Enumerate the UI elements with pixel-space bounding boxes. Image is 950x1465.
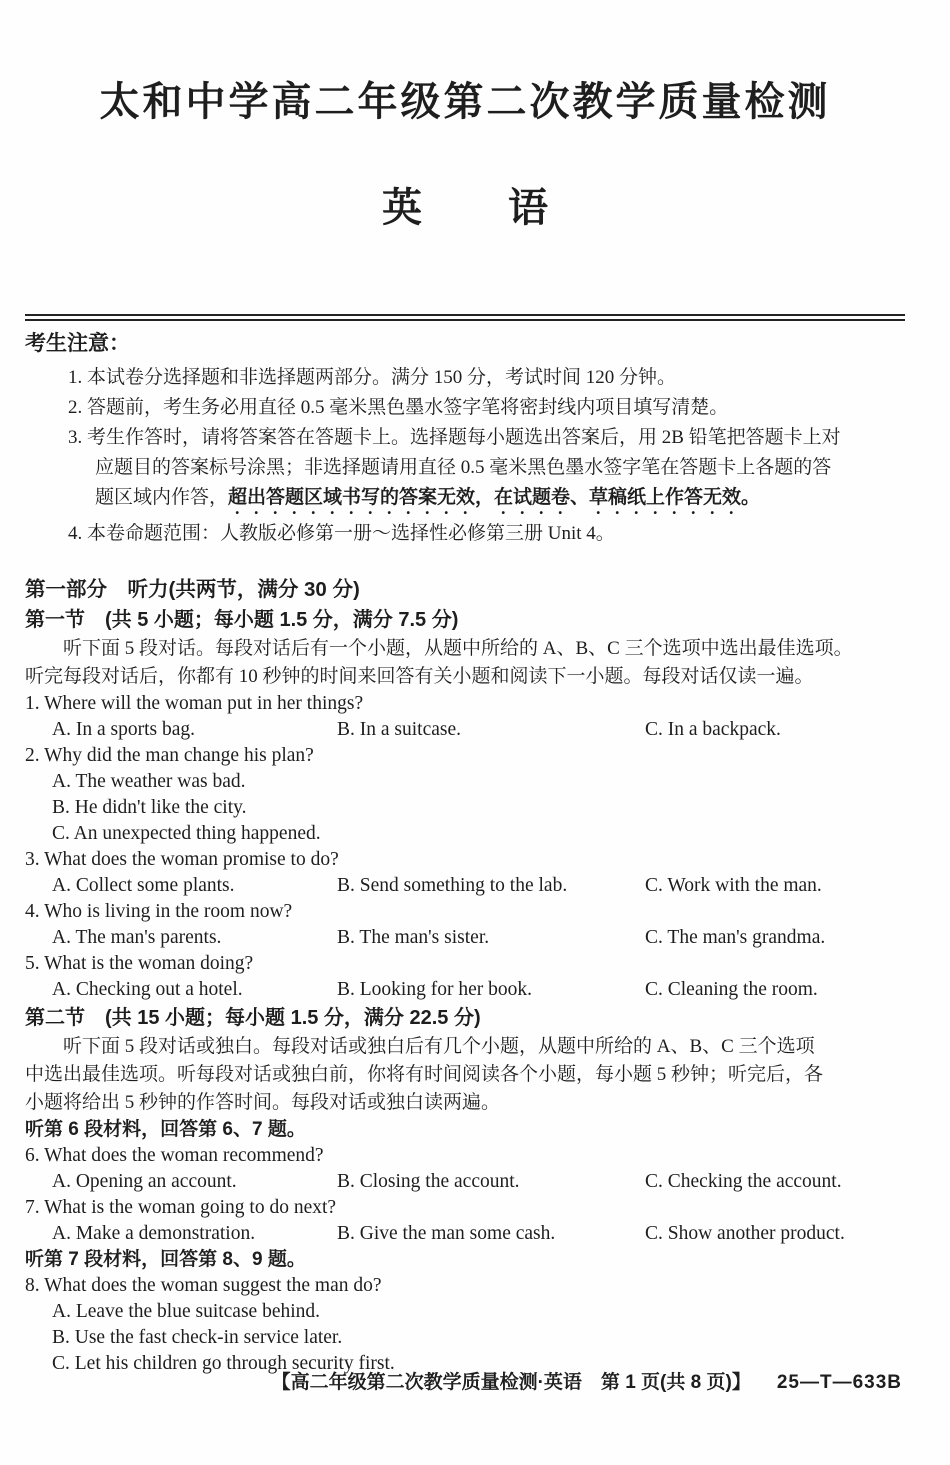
notice-list	[25, 363, 905, 549]
question-number: 3.	[25, 849, 40, 870]
footer-exam-code: 25—T—633B	[776, 1372, 902, 1393]
question-4	[25, 899, 905, 951]
question-1	[25, 691, 905, 743]
question-6	[25, 1143, 905, 1195]
option-a: A. Checking out a hotel.	[52, 979, 243, 1000]
question-text: Why did the man change his plan?	[44, 745, 314, 766]
subject-char-1: 英	[382, 185, 422, 230]
question-number: 5.	[25, 953, 40, 974]
question-number: 1.	[25, 693, 40, 714]
section1-intro-line-1: 听下面 5 段对话。每段对话后有一个小题，从题中所给的 A、B、C 三个选项中选出最佳选项。	[63, 638, 853, 659]
question-5-options	[52, 977, 905, 1003]
option-a: A. Collect some plants.	[52, 875, 235, 896]
question-5	[25, 951, 905, 1003]
option-a: A. The man's parents.	[52, 927, 222, 948]
question-2-options	[25, 769, 905, 847]
exam-title: 太和中学高二年级第二次教学质量检测	[99, 79, 831, 124]
question-8	[25, 1273, 905, 1377]
question-text: What is the woman doing?	[44, 953, 254, 974]
notice-item-4: 4. 本卷命题范围：人教版必修第一册～选择性必修第三册 Unit 4。	[68, 523, 615, 544]
question-1-stem	[25, 691, 905, 717]
notice-item-1: 1. 本试卷分选择题和非选择题两部分。满分 150 分，考试时间 120 分钟。	[68, 367, 677, 388]
option-c: C. Checking the account.	[645, 1171, 842, 1192]
double-rule-divider	[25, 314, 905, 321]
question-number: 8.	[25, 1275, 40, 1296]
option-a: A. The weather was bad.	[52, 771, 246, 792]
notice-item-3-emphasized-text: 超出答题区域书写的答案无效，在试题卷、草稿纸上作答无效。	[228, 487, 761, 508]
subject-char-2: 语	[508, 185, 548, 230]
question-text: Who is living in the room now?	[44, 901, 293, 922]
option-b: B. Send something to the lab.	[337, 875, 568, 896]
question-7	[25, 1195, 905, 1247]
option-a: A. Leave the blue suitcase behind.	[52, 1301, 321, 1322]
question-7-stem	[25, 1195, 905, 1221]
subject-title	[25, 184, 905, 232]
notice-item-3-plain-text: 题区域内作答，	[95, 487, 229, 508]
section2-title: 第二节 (共 15 小题；每小题 1.5 分，满分 22.5 分)	[25, 1007, 481, 1029]
option-c: C. In a backpack.	[645, 719, 781, 740]
question-1-options	[52, 717, 905, 743]
notice-item-3-line-2: 应题目的答案标号涂黑；非选择题请用直径 0.5 毫米黑色墨水签字笔在答题卡上各题的答	[95, 457, 832, 478]
material-7-note: 听第 7 段材料，回答第 8、9 题。	[25, 1249, 306, 1270]
section1-title: 第一节 (共 5 小题；每小题 1.5 分，满分 7.5 分)	[25, 609, 459, 631]
question-2	[25, 743, 905, 847]
question-4-options	[52, 925, 905, 951]
notice-item-2: 2. 答题前，考生务必用直径 0.5 毫米黑色墨水签字笔将密封线内项目填写清楚。	[68, 397, 729, 418]
option-c: C. Let his children go through security first.	[52, 1353, 395, 1374]
question-3-stem	[25, 847, 905, 873]
option-c: C. Cleaning the room.	[645, 979, 818, 1000]
notice-item-3-line-3	[25, 483, 905, 519]
question-number: 4.	[25, 901, 40, 922]
option-b: B. Closing the account.	[337, 1171, 520, 1192]
option-b: B. Use the fast check-in service later.	[52, 1327, 343, 1348]
notice-heading: 考生注意：	[25, 332, 130, 355]
question-3	[25, 847, 905, 899]
option-c: C. Show another product.	[645, 1223, 845, 1244]
question-text: Where will the woman put in her things?	[44, 693, 364, 714]
question-2-stem	[25, 743, 905, 769]
option-b: B. Looking for her book.	[337, 979, 532, 1000]
section2-intro-line-2: 中选出最佳选项。听每段对话或独白前，你将有时间阅读各个小题，每小题 5 秒钟；听完后，各	[25, 1064, 824, 1085]
part1-title: 第一部分 听力(共两节，满分 30 分)	[25, 578, 360, 601]
option-b: B. Give the man some cash.	[337, 1223, 556, 1244]
option-b: B. The man's sister.	[337, 927, 490, 948]
option-c: C. An unexpected thing happened.	[52, 823, 321, 844]
question-text: What does the woman suggest the man do?	[44, 1275, 382, 1296]
question-8-options	[25, 1299, 905, 1377]
question-3-options	[52, 873, 905, 899]
question-text: What does the woman promise to do?	[44, 849, 339, 870]
footer-label: 【高二年级第二次教学质量检测·英语 第 1 页(共 8 页)】	[271, 1372, 751, 1393]
question-4-stem	[25, 899, 905, 925]
section1-intro-line-2: 听完每段对话后，你都有 10 秒钟的时间来回答有关小题和阅读下一小题。每段对话仅读一遍。	[25, 666, 814, 687]
option-c: C. Work with the man.	[645, 875, 822, 896]
question-5-stem	[25, 951, 905, 977]
option-c: C. The man's grandma.	[645, 927, 826, 948]
option-a: A. In a sports bag.	[52, 719, 195, 740]
option-b: B. In a suitcase.	[337, 719, 462, 740]
question-6-stem	[25, 1143, 905, 1169]
question-text: What does the woman recommend?	[44, 1145, 324, 1166]
section2-intro-line-3: 小题将给出 5 秒钟的作答时间。每段对话或独白读两遍。	[25, 1092, 501, 1113]
question-7-options	[52, 1221, 905, 1247]
section2-intro-line-1: 听下面 5 段对话或独白。每段对话或独白后有几个小题，从题中所给的 A、B、C 三个选项	[63, 1036, 815, 1057]
option-a: A. Make a demonstration.	[52, 1223, 256, 1244]
page-footer	[272, 1370, 902, 1396]
question-8-stem	[25, 1273, 905, 1299]
question-number: 2.	[25, 745, 40, 766]
question-number: 6.	[25, 1145, 40, 1166]
question-6-options	[52, 1169, 905, 1195]
notice-item-3-line-1: 3. 考生作答时，请将答案答在答题卡上。选择题每小题选出答案后，用 2B 铅笔把答题卡上对	[68, 427, 841, 448]
question-text: What is the woman going to do next?	[44, 1197, 337, 1218]
material-6-note: 听第 6 段材料，回答第 6、7 题。	[25, 1119, 306, 1140]
option-b: B. He didn't like the city.	[52, 797, 247, 818]
question-number: 7.	[25, 1197, 40, 1218]
option-a: A. Opening an account.	[52, 1171, 237, 1192]
